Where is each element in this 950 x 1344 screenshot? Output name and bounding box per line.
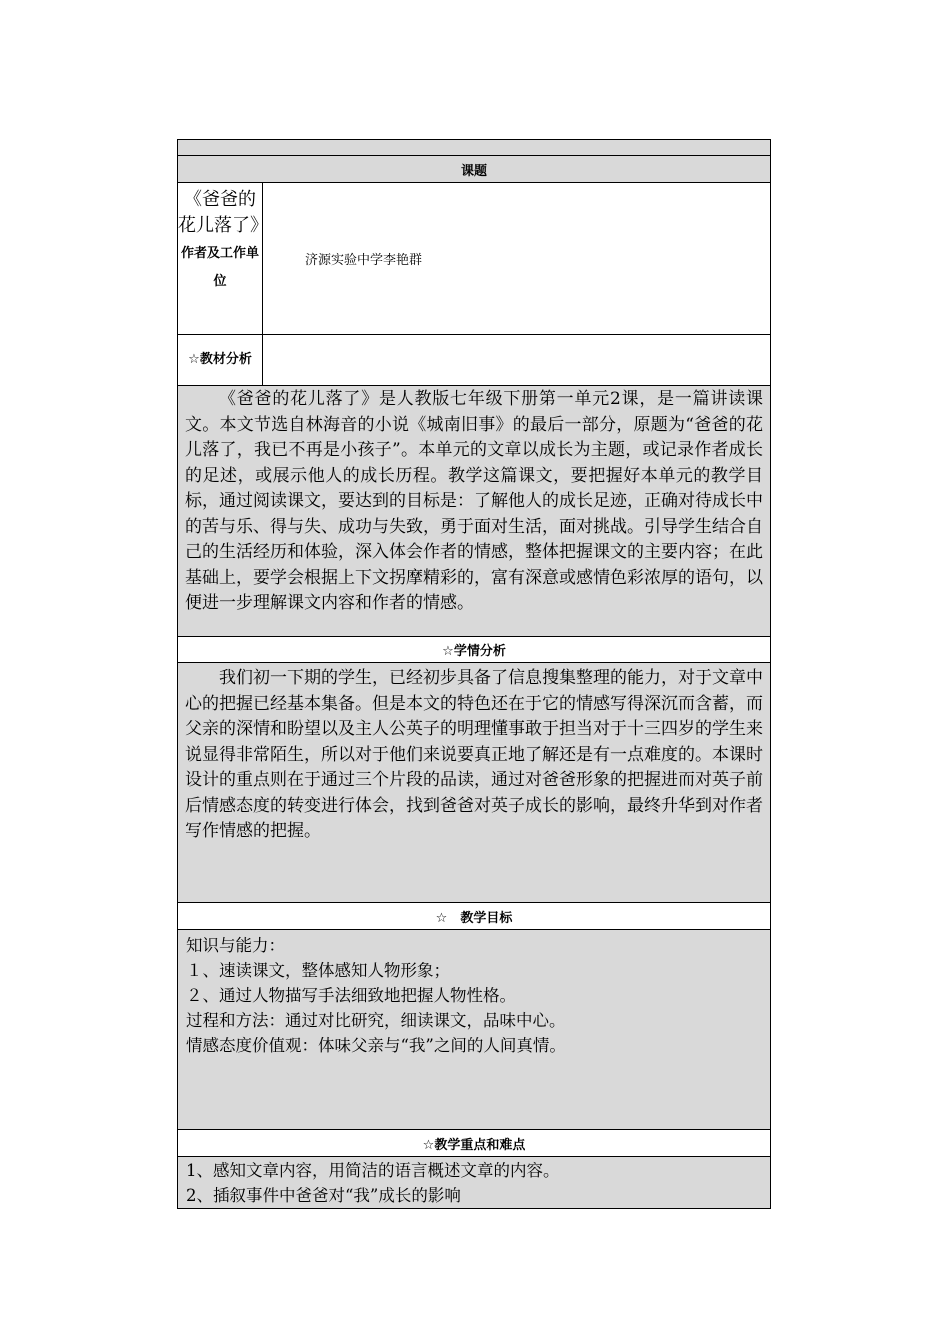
objective-item: 情感态度价值观：体味父亲与“我”之间的人间真情。 xyxy=(186,1036,566,1055)
objectives-header: ☆ 教学目标 xyxy=(178,903,771,930)
keypoint-item: 1、感知文章内容，用简洁的语言概述文章的内容。 xyxy=(186,1161,560,1180)
keypoints-header-row xyxy=(178,1130,771,1157)
textbook-analysis-text: 《爸爸的花儿落了》是人教版七年级下册第一单元2课，是一篇讲读课文。本文节选自林海音的小说《城南旧事》的最后一部分，原题为“爸爸的花儿落了，我已不再是小孩子”。本单元的文章以成长为主题，或记录作者成长的足述，或展示他人的成长历程。教学这篇课文，要把握好本单元的教学目标，通过阅读课文，要达到的目标是：了解他人的成长足迹，正确对待成长中的苦与乐、得与失、成功与失致，勇于面对生活，面对挑战。引导学生结合自己的生活经历和体验，深入体会作者的情感，整体把握课文的主要内容；在此基础上，要学会根据上下文拐摩精彩的，富有深意或感情色彩浓厚的语句，以便进一步理解课文内容和作者的情感。 xyxy=(185,389,763,613)
objective-item: 知识与能力： xyxy=(186,936,285,955)
topic-header: 课题 xyxy=(178,156,771,183)
student-analysis-row xyxy=(178,663,771,903)
title-label-suffix: 作者及工作单位 xyxy=(180,246,259,289)
student-header-row xyxy=(178,637,771,663)
textbook-label-row xyxy=(178,335,771,386)
keypoints-cell xyxy=(178,1157,771,1209)
textbook-label-empty-cell xyxy=(263,335,771,386)
objectives-header-row xyxy=(178,903,771,930)
lesson-title: 《爸爸的花儿落了》 xyxy=(178,189,268,236)
textbook-analysis-row xyxy=(178,386,771,637)
student-analysis-text: 我们初一下期的学生，已经初步具备了信息搜集整理的能力，对于文章中心的把握已经基本集备。但是本文的特色还在于它的情感写得深沉而含蓄，而父亲的深情和盼望以及主人公英子的明理懂事敢于担当对于十三四岁的学生来说显得非常陌生，所以对于他们来说要真正地了解还是有一点难度的。本课时设计的重点则在于通过三个片段的品读，通过对爸爸形象的把握进而对英子前后情感态度的转变进行体会，找到爸爸对英子成长的影响，最终升华到对作者写作情感的把握。 xyxy=(185,668,763,841)
objective-item: １、速读课文，整体感知人物形象； xyxy=(186,961,450,980)
keypoints-header: ☆教学重点和难点 xyxy=(178,1130,771,1157)
top-shaded-cell xyxy=(178,140,771,156)
textbook-label: ☆教材分析 xyxy=(178,335,263,386)
keypoints-row xyxy=(178,1157,771,1209)
student-analysis-cell xyxy=(178,663,771,903)
topic-header-row xyxy=(178,156,771,183)
author-unit: 济源实验中学李艳群 xyxy=(305,253,423,268)
objective-item: ２、通过人物描写手法细致地把握人物性格。 xyxy=(186,986,516,1005)
top-shaded-row xyxy=(178,140,771,156)
textbook-analysis-cell xyxy=(178,386,771,637)
objectives-cell xyxy=(178,930,771,1130)
author-cell xyxy=(263,183,771,335)
title-label-cell xyxy=(178,183,268,335)
student-analysis-header: ☆学情分析 xyxy=(178,637,771,663)
title-author-row xyxy=(178,183,771,335)
objectives-row xyxy=(178,930,771,1130)
lesson-plan-table xyxy=(177,139,771,1209)
keypoint-item: 2、插叙事件中爸爸对“我”成长的影响 xyxy=(186,1186,461,1205)
objective-item: 过程和方法：通过对比研究，细读课文，品味中心。 xyxy=(186,1011,566,1030)
